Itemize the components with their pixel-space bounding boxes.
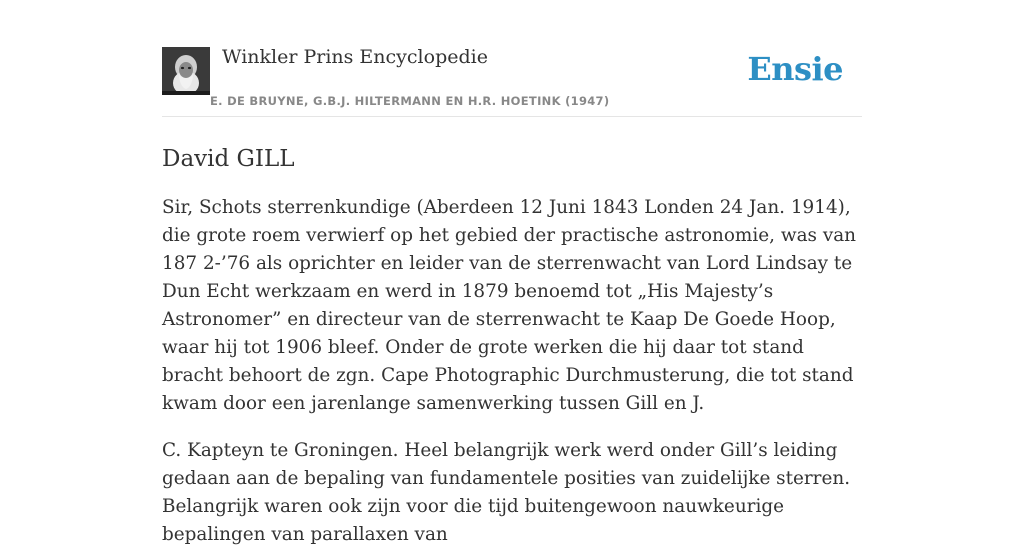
source-authors: E. DE BRUYNE, G.B.J. HILTERMANN EN H.R. HOETINK (1947) — [210, 94, 610, 108]
source-title[interactable]: Winkler Prins Encyclopedie — [222, 46, 488, 68]
page — [162, 0, 862, 545]
article-body — [162, 194, 862, 549]
source-header — [162, 0, 862, 117]
ensie-logo-link[interactable]: Ensie — [747, 50, 843, 88]
article — [162, 144, 862, 549]
portrait-icon[interactable] — [162, 47, 210, 95]
article-paragraph: C. Kapteyn te Groningen. Heel belangrijk werk werd onder Gill’s leiding gedaan aan de bepaling van fundamentele posities van zuidelijke sterren. Belangrijk waren ook zijn voor die tijd buitengewoon nauwkeurige bepalingen van parallaxen van — [162, 440, 851, 545]
article-title: David GILL — [162, 146, 295, 172]
article-paragraph: Sir, Schots sterrenkundige (Aberdeen 12 Juni 1843 Londen 24 Jan. 1914), die grote roem verwierf op het gebied der practische astronomie, was van 187 2-’76 als oprichter en leider van de sterrenwacht van Lord Lindsay te Dun Echt werkzaam en werd in 1879 benoemd tot „His Majesty’s Astronomer” en directeur van de sterrenwacht te Kaap De Goede Hoop, waar hij tot 1906 bleef. Onder de grote werken die hij daar tot stand bracht behoort de zgn. Cape Photographic Durchmusterung, die tot stand kwam door een jarenlange samenwerking tussen Gill en J. — [162, 197, 857, 414]
